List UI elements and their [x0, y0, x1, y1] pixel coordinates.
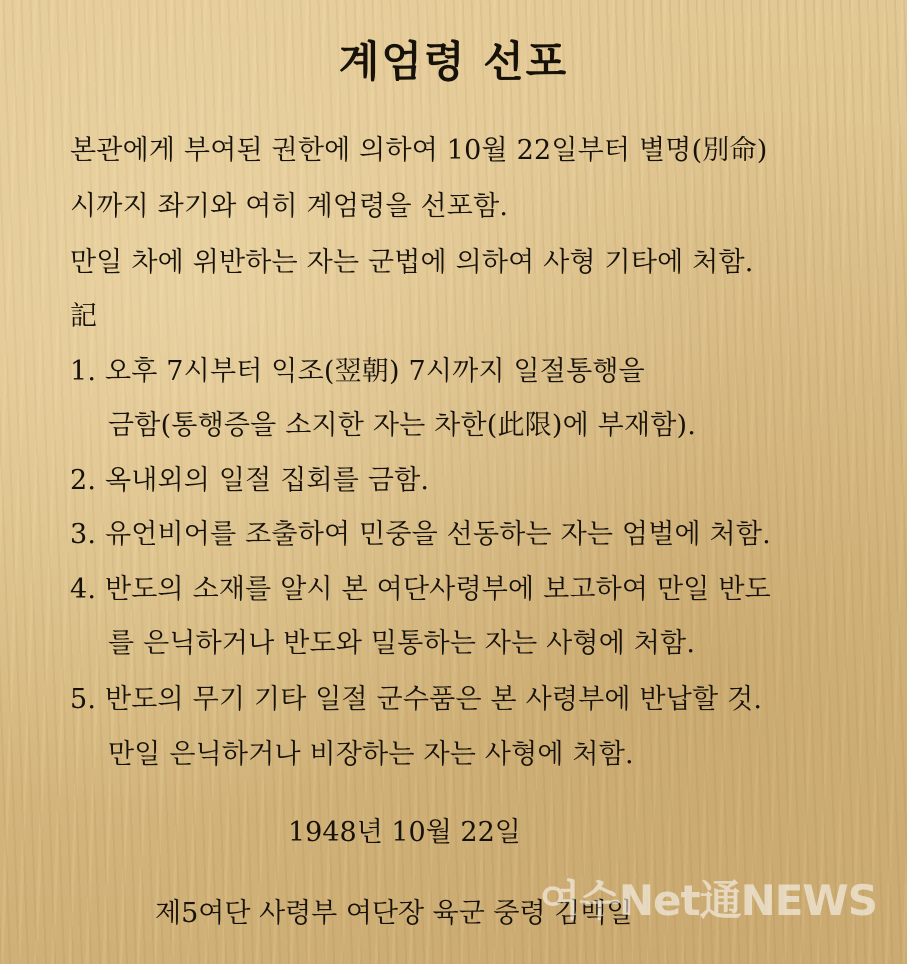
item-3: 3. 유언비어를 조출하여 민중을 선동하는 자는 엄벌에 처함. [70, 519, 771, 550]
item-4-continued: 를 은닉하거나 반도와 밀통하는 자는 사형에 처함. [108, 628, 696, 659]
body-line-2: 시까지 좌기와 여히 계엄령을 선포함. [70, 191, 509, 222]
item-5-continued: 만일 은닉하거나 비장하는 자는 사형에 처함. [108, 739, 634, 770]
item-1-continued: 금함(통행증을 소지한 자는 차한(此限)에 부재함). [108, 410, 697, 441]
body-line-3: 만일 차에 위반하는 자는 군법에 의하여 사형 기타에 처함. [70, 247, 754, 278]
body-line-1: 본관에게 부여된 권한에 의하여 10월 22일부터 별명(別命) [70, 135, 768, 166]
news-watermark: 여수Net通NEWS [539, 876, 877, 925]
document-date: 1948년 10월 22일 [288, 817, 521, 848]
document-title: 계엄령 선포 [338, 37, 569, 86]
item-1: 1. 오후 7시부터 익조(翌朝) 7시까지 일절통행을 [70, 356, 645, 387]
signature: 제5여단 사령부 여단장 육군 중령 김백일 [155, 898, 633, 929]
item-5: 5. 반도의 무기 기타 일절 군수품은 본 사령부에 반납할 것. [70, 684, 763, 715]
section-marker: 記 [70, 301, 98, 332]
item-4: 4. 반도의 소재를 알시 본 여단사령부에 보고하여 만일 반도 [70, 574, 771, 605]
item-2: 2. 옥내외의 일절 집회를 금함. [70, 465, 430, 496]
